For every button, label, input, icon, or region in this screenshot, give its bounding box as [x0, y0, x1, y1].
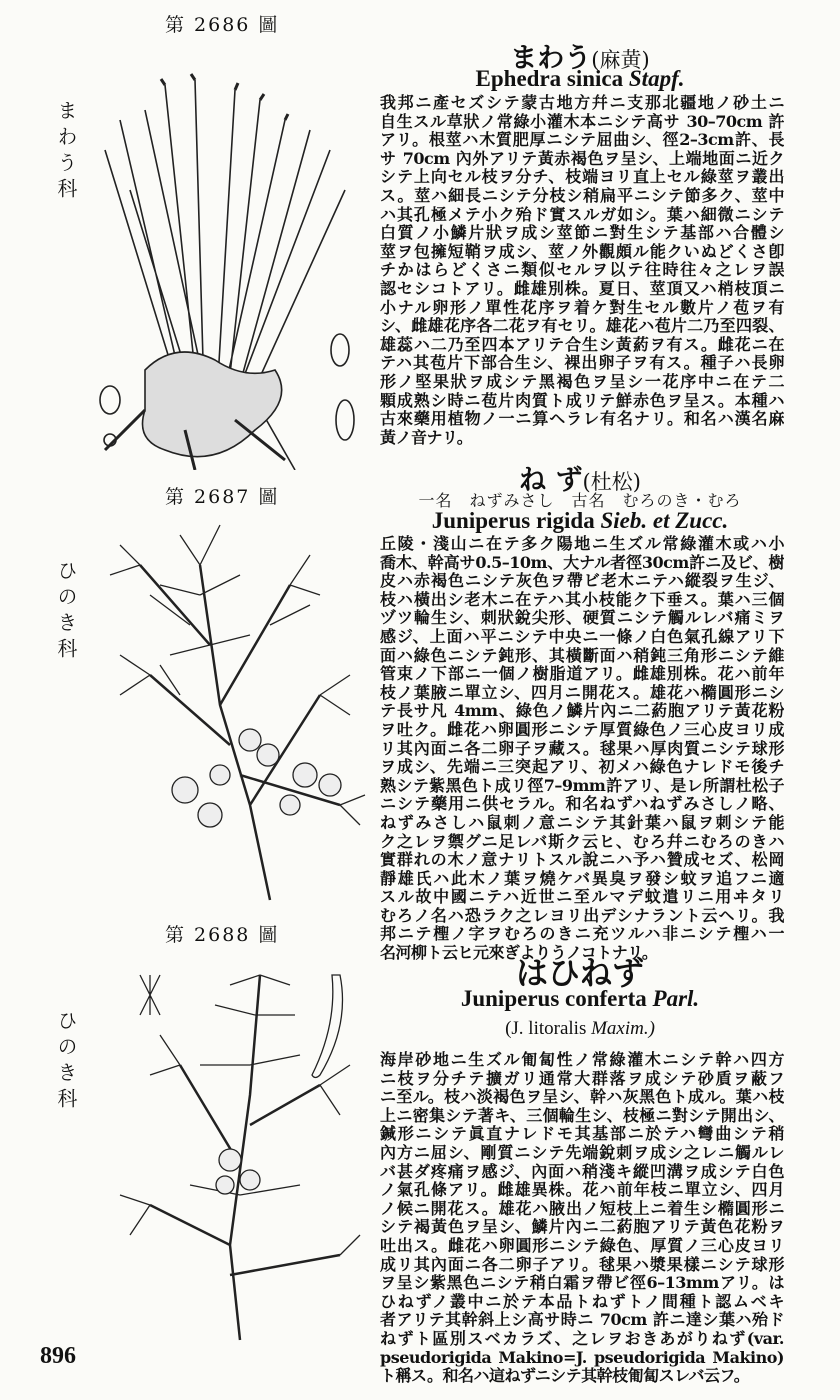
- text-line: サ 70cm 內外アリテ黃赤褐色ヲ呈シ、上端地面ニ近ク: [380, 149, 784, 168]
- text-line: 靜雄氏ハ此木ノ葉ヲ燒ケバ異臭ヲ發シ蚊ヲ追フニ適: [380, 869, 784, 888]
- text-line: ヲ成シ、先端ニ三突起アリ、初メハ綠色ナレドモ後チ: [380, 758, 784, 777]
- author: Stapf.: [628, 66, 685, 91]
- text-line: ヲ吐ク。雌花ハ卵圓形ニシテ厚質綠色ノ三心皮ヨリ成: [380, 720, 784, 739]
- text-line: ヲ呈シ紫黑色ニシテ稍白霜ヲ帶ビ徑6–13mmアリ。は: [380, 1274, 784, 1293]
- text-line: シテ上向セル枝ヲ分チ、枝端ヨリ直上セル綠莖ヲ叢出: [380, 168, 784, 187]
- text-line: ス。莖ハ細長ニシテ分枝シ稍扁平ニシテ節多ク、莖中: [380, 186, 784, 205]
- family-label-cupressaceae: ひのき科: [54, 560, 78, 664]
- synonym-genus: (J. litoralis: [505, 1018, 587, 1039]
- text-line: 熟シテ紫黑色ト成リ徑7–9mm許アリ、是レ所謂杜松子: [380, 776, 784, 795]
- text-line: バ甚ダ疼痛ヲ感ジ、內面ハ稍淺キ縱凹溝ヲ成シテ白色: [380, 1162, 784, 1181]
- japanese-name: はひねず: [515, 954, 644, 992]
- text-line: 自生スル草狀ノ常綠小灌木本ニシテ高サ 30–70cm 許: [380, 112, 784, 131]
- synonym-author: Maxim.): [591, 1018, 655, 1039]
- text-line: 白質ノ小鱗片狀ヲ成シ莖節ニ對生シテ基部ハ合體シ: [380, 224, 784, 243]
- text-line: ニ枝ヲ分チテ擴ガリ通常大群落ヲ成シテ砂貭ヲ蔽フ: [380, 1069, 784, 1088]
- needle-leaves: [120, 975, 360, 1255]
- japanese-name: ね ず: [519, 465, 583, 496]
- author: Sieb. et Zucc.: [600, 508, 729, 533]
- family-label-ephedraceae: まわう科: [54, 100, 78, 204]
- kanji-name: (杜松): [582, 470, 641, 494]
- text-line: ハ其孔極メテ小ク殆ド實スルガ如シ。葉ハ細微ニシテ: [380, 205, 784, 224]
- ephedra-illustration: [85, 70, 360, 470]
- text-line: ク之レヲ禦グニ足レバ斯ク云ヒ、むろ幷ニむろのきハ: [380, 832, 784, 851]
- genus-species: Juniperus conferta: [460, 986, 647, 1011]
- text-line: 丘陵・淺山ニ在テ多ク陽地ニ生ズル常綠灌木或ハ小: [380, 535, 784, 553]
- figure-number-2687: 第 2687 圖: [165, 486, 280, 508]
- genus-species: Juniperus rigida: [431, 508, 595, 533]
- figure-number-2686: 第 2686 圖: [165, 14, 280, 36]
- entry-description: [380, 1051, 784, 1386]
- text-line: 名河柳ト云ヒ元來ぎよりうノコトナリ。: [380, 944, 658, 963]
- kanji-name: (麻黄): [591, 48, 650, 72]
- text-line: 面ハ綠色ニシテ鈍形、其橫斷面ハ稍鈍三角形ニシテ維: [380, 646, 784, 665]
- author: Parl.: [652, 986, 700, 1011]
- text-line: 上ニ密集シテ著キ、三個輪生シ、枝極ニ對シテ開出シ、: [380, 1106, 784, 1125]
- text-line: 皮ハ赤褐色ニシテ灰色ヲ帶ビ老木ニテハ縱裂ヲ生ジ、: [380, 572, 784, 591]
- text-line: ニシテ藥用ニ供セラル。和名ねずハねずみさしノ略、: [380, 795, 784, 814]
- text-line: ト稱ス。和名ハ這ねずニシテ其幹枝匍匐スレバ云フ。: [380, 1367, 750, 1386]
- text-line: 形ノ堅果狀ヲ成シテ黑褐色ヲ呈シ一花序中ニ在テ二: [380, 372, 784, 391]
- text-line: アリ。根莖ハ木質肥厚ニシテ屈曲シ、徑2–3cm許、長: [380, 131, 784, 150]
- text-line: 古來藥用植物ノ一ニ算ヘラレ有名ナリ。和名ハ漢名麻: [380, 410, 784, 429]
- text-line: 認セシコトアリ。雌雄別株。夏日、莖頂又ハ梢枝頂ニ: [380, 279, 784, 298]
- text-line: 邦ニテ檉ノ字ヲむろのきニ充ツルハ非ニシテ檉ハ一: [380, 925, 784, 944]
- text-line: 海岸砂地ニ生ズル匍匐性ノ常綠灌木ニシテ幹ハ四方: [380, 1051, 784, 1069]
- alternate-names: 一名 ねずみさし 古名 むろのき・むろ: [418, 491, 742, 510]
- text-line: ノ氣孔條アリ。雌雄異株。花ハ前年枝ニ單立シ、四月: [380, 1181, 784, 1200]
- figure-number-2688: 第 2688 圖: [165, 924, 280, 946]
- text-line: 小ナル卵形ノ單性花序ヲ着ケ對生セル數片ノ苞ヲ有: [380, 298, 784, 317]
- text-line: ヅツ輪生シ、刺狀銳尖形、硬質ニシテ觸ルレバ痛ミヲ: [380, 609, 784, 628]
- text-line: 雄蕊ハ二乃至四本アリテ合生シ黃葯ヲ有ス。雌花ニ在: [380, 335, 784, 354]
- juniperus-conferta-illustration: [90, 945, 370, 1345]
- entry-description: [380, 535, 784, 963]
- synonym-name: [360, 1018, 800, 1040]
- japanese-name: まわう: [510, 43, 592, 74]
- entry-description: [380, 94, 784, 447]
- scientific-name: [360, 66, 800, 92]
- text-line: チかはらどくさニ類似セルヲ以テ往時往々之レヲ誤: [380, 261, 784, 280]
- text-line: 枝ハ橫出シ老木ニ在テハ其小枝能ク下垂ス。葉ハ三個: [380, 590, 784, 609]
- text-line: ニ至ル。枝ハ淡褐色ヲ呈シ、幹ハ灰黑色ト成ル。葉ハ枝: [380, 1088, 784, 1107]
- text-line: ねずト區別スベカラズ、之レヲおきあがりねず(var.: [380, 1329, 784, 1348]
- text-line: pseudorigida Makino=J. pseudorigida Makino): [380, 1348, 784, 1367]
- scientific-name: [360, 508, 800, 534]
- text-line: テハ其苞片下部合生シ、裸出卵子ヲ有ス。種子ハ長卵: [380, 354, 784, 373]
- text-line: 成リ其內面ニ各二卵子アリ。毬果ハ漿果樣ニシテ球形: [380, 1255, 784, 1274]
- text-line: リ其內面ニ各二卵子ヲ藏ス。毬果ハ厚肉質ニシテ球形: [380, 739, 784, 758]
- page-number: 896: [40, 1343, 76, 1369]
- text-line: 鍼形ニシテ眞直ナレドモ其基部ニ於テハ彎曲シテ稍: [380, 1125, 784, 1144]
- text-line: シ、雌雄花序各二花ヲ有セリ。雄花ハ苞片二乃至四裂、: [380, 317, 784, 336]
- text-line: ひねずノ叢中ニ於テ本品トねずトノ間種ト認ムベキ: [380, 1292, 784, 1311]
- text-line: ノ候ニ開花ス。雄花ハ腋出ノ短枝上ニ着生シ橢圓形ニ: [380, 1199, 784, 1218]
- text-line: 者アリテ其幹斜上シ高サ時ニ 70cm 許ニ達シ葉ハ殆ド: [380, 1311, 784, 1330]
- text-line: スル故中國ニテハ近世ニ至ルマデ蚊遣リニ用ヰタリ: [380, 888, 784, 907]
- text-line: 感ジ、上面ハ平ニシテ中央ニ一條ノ白色氣孔線アリ下: [380, 627, 784, 646]
- text-line: 管束ノ下部ニ一個ノ樹脂道アリ。雌雄別株。花ハ前年: [380, 665, 784, 684]
- leaf-detail-drawing: [312, 975, 343, 1078]
- genus-species: Ephedra sinica: [475, 66, 624, 91]
- berry-cones: [172, 729, 341, 827]
- text-line: 我邦ニ產セズシテ蒙古地方幷ニ支那北疆地ノ砂土ニ: [380, 94, 784, 112]
- text-line: 黃ノ音ナリ。: [380, 428, 473, 447]
- text-line: 枝ノ葉腋ニ單立シ、四月ニ開花ス。雄花ハ橢圓形ニシ: [380, 683, 784, 702]
- text-line: ねずみさしハ鼠刺ノ意ニシテ其針葉ハ鼠ヲ刺シテ能: [380, 813, 784, 832]
- text-line: むろノ名ハ恐ラク之レヨリ出デシナラント云ヘリ。我: [380, 906, 784, 925]
- family-label-cupressaceae-2: ひのき科: [54, 1010, 78, 1114]
- scientific-name: [360, 986, 800, 1012]
- juniperus-rigida-illustration: [90, 505, 375, 905]
- text-line: テ長サ凡 4mm、綠色ノ鱗片內ニ二葯胞アリテ黃花粉: [380, 702, 784, 721]
- text-line: 喬木、幹高サ0.5–10m、大ナル者徑30cm許ニ及ビ、樹: [380, 553, 784, 572]
- text-line: 實群れの木ノ意ナリトスル說ニハ予ハ贊成セズ、松岡: [380, 851, 784, 870]
- text-line: 顆成熟シ時ニ苞片肉質ト成リテ鮮赤色ヲ呈ス。本種ハ: [380, 391, 784, 410]
- text-line: 吐出ス。雌花ハ卵圓形ニシテ綠色、厚質ノ三心皮ヨリ: [380, 1236, 784, 1255]
- text-line: 莖ヲ包擁短鞘ヲ成シ、莖ノ外觀頗ル能クいぬどくさ卽: [380, 242, 784, 261]
- text-line: シテ褐黃色ヲ呈シ、鱗片內ニ二葯胞アリテ黃色花粉ヲ: [380, 1218, 784, 1237]
- text-line: 內方ニ屈シ、剛質ニシテ先端銳刺ヲ成シ之レニ觸ルレ: [380, 1143, 784, 1162]
